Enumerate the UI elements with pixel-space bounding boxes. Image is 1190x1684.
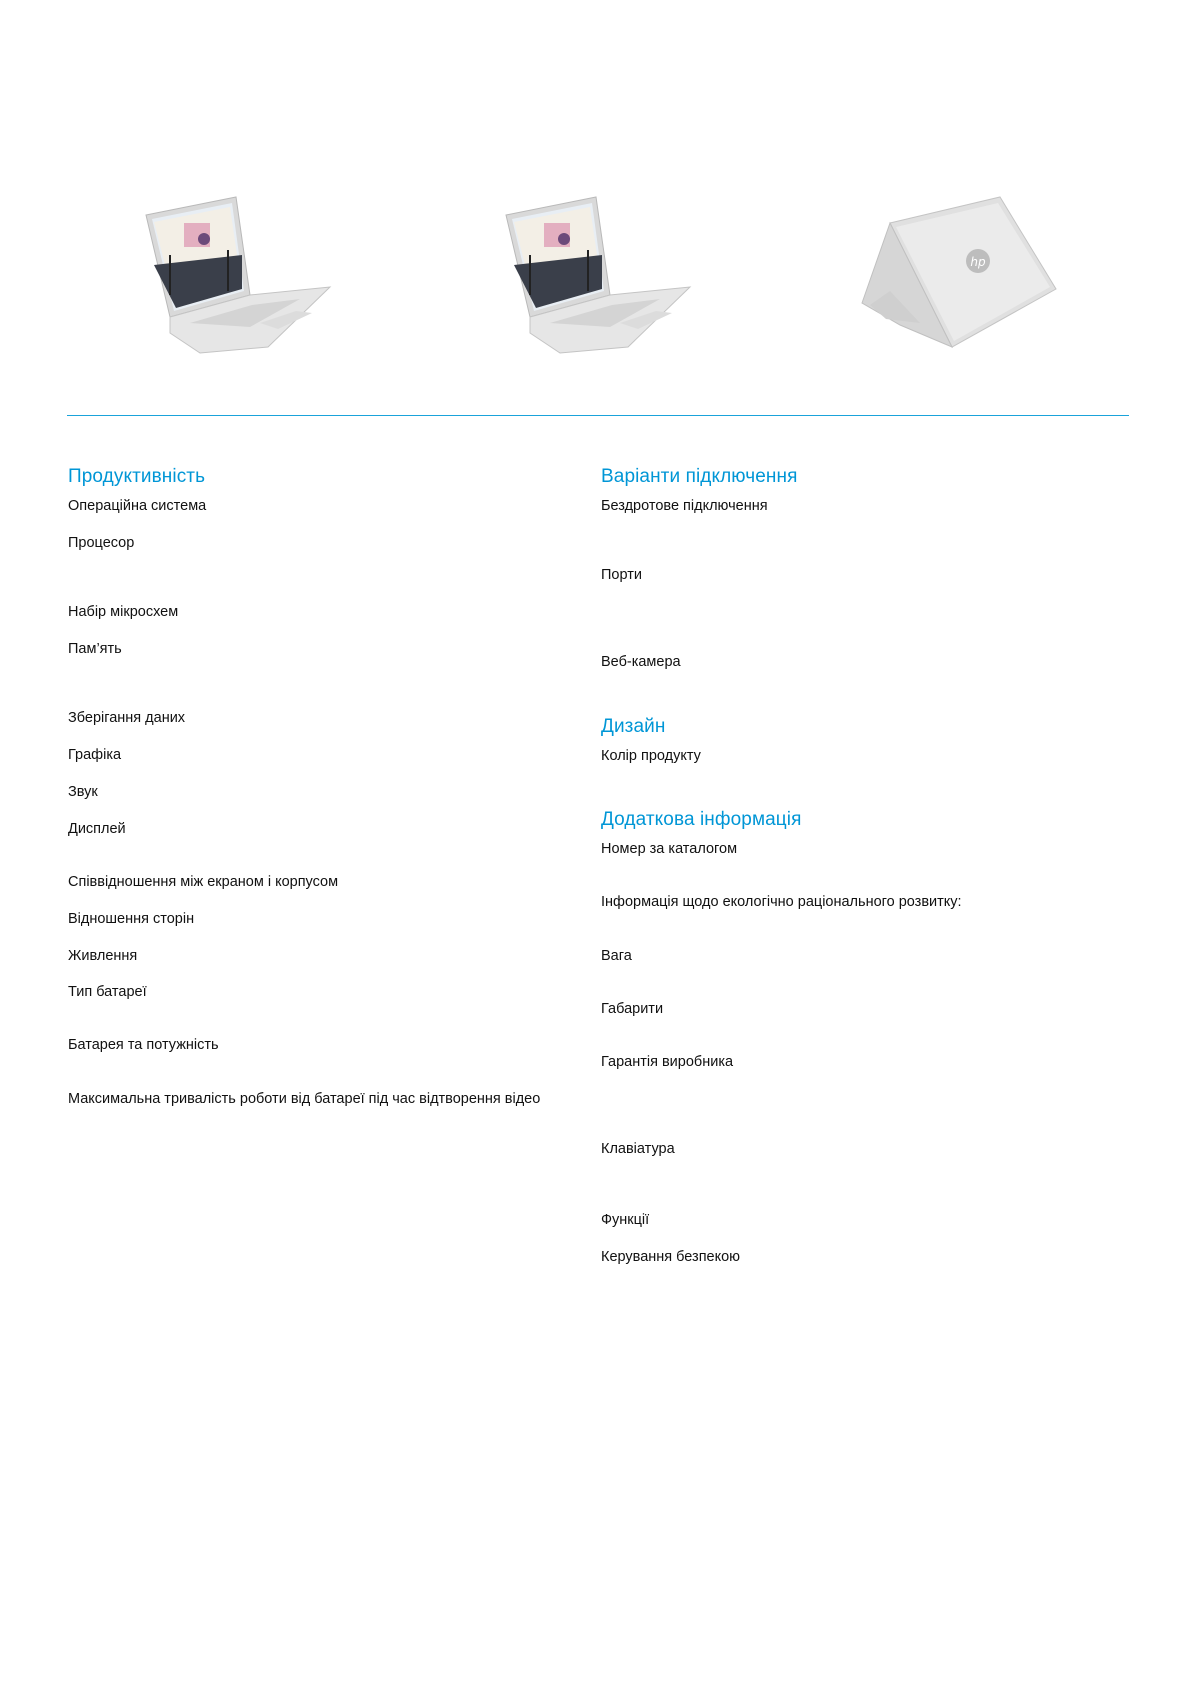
spec-label-weight: Вага [601,948,632,964]
spec-label-webcam: Веб-камера [601,654,681,670]
spec-label-keyboard: Клавіатура [601,1141,675,1157]
spec-label-dimensions: Габарити [601,1001,664,1017]
svg-text:hp: hp [970,255,986,269]
spec-label-battery-type: Тип батареї [68,984,147,1000]
laptop-front-image-2 [500,195,700,355]
spec-label-storage: Зберігання даних [68,710,186,726]
spec-label-eco-info: Інформація щодо екологічно раціонального розвитку: [601,894,962,910]
spec-label-features: Функції [601,1212,650,1228]
spec-label-security: Керування безпекою [601,1249,741,1265]
spec-label-screen-to-body: Співвідношення між екраном і корпусом [68,874,339,890]
laptop-front-open-icon [506,197,690,353]
spec-label-wireless: Бездротове підключення [601,498,768,514]
heading-performance: Продуктивність [68,466,206,487]
laptop-front-open-icon [146,197,330,353]
spec-label-aspect-ratio: Відношення сторін [68,911,195,927]
section-divider [67,415,1129,416]
heading-additional-info: Додаткова інформація [601,809,802,830]
laptop-front-image-1 [140,195,340,355]
spec-label-battery-life-video: Максимальна тривалість роботи від батареї під час відтворення відео [68,1091,541,1107]
spec-label-os: Операційна система [68,498,207,514]
spec-label-memory: Пам’ять [68,641,122,657]
heading-connectivity: Варіанти підключення [601,466,798,487]
spec-label-graphics: Графіка [68,747,122,763]
spec-label-warranty: Гарантія виробника [601,1054,734,1070]
spec-label-chipset: Набір мікросхем [68,604,179,620]
laptop-back-open-icon [862,197,1056,347]
spec-label-processor: Процесор [68,535,135,551]
spec-label-audio: Звук [68,784,98,800]
spec-label-catalog-number: Номер за каталогом [601,841,738,857]
spec-label-battery-power: Батарея та потужність [68,1037,219,1053]
spec-label-product-color: Колір продукту [601,748,701,764]
spec-label-ports: Порти [601,567,642,583]
heading-design: Дизайн [601,716,666,737]
spec-label-power: Живлення [68,948,138,964]
spec-label-display: Дисплей [68,821,126,837]
laptop-back-image [860,195,1060,355]
